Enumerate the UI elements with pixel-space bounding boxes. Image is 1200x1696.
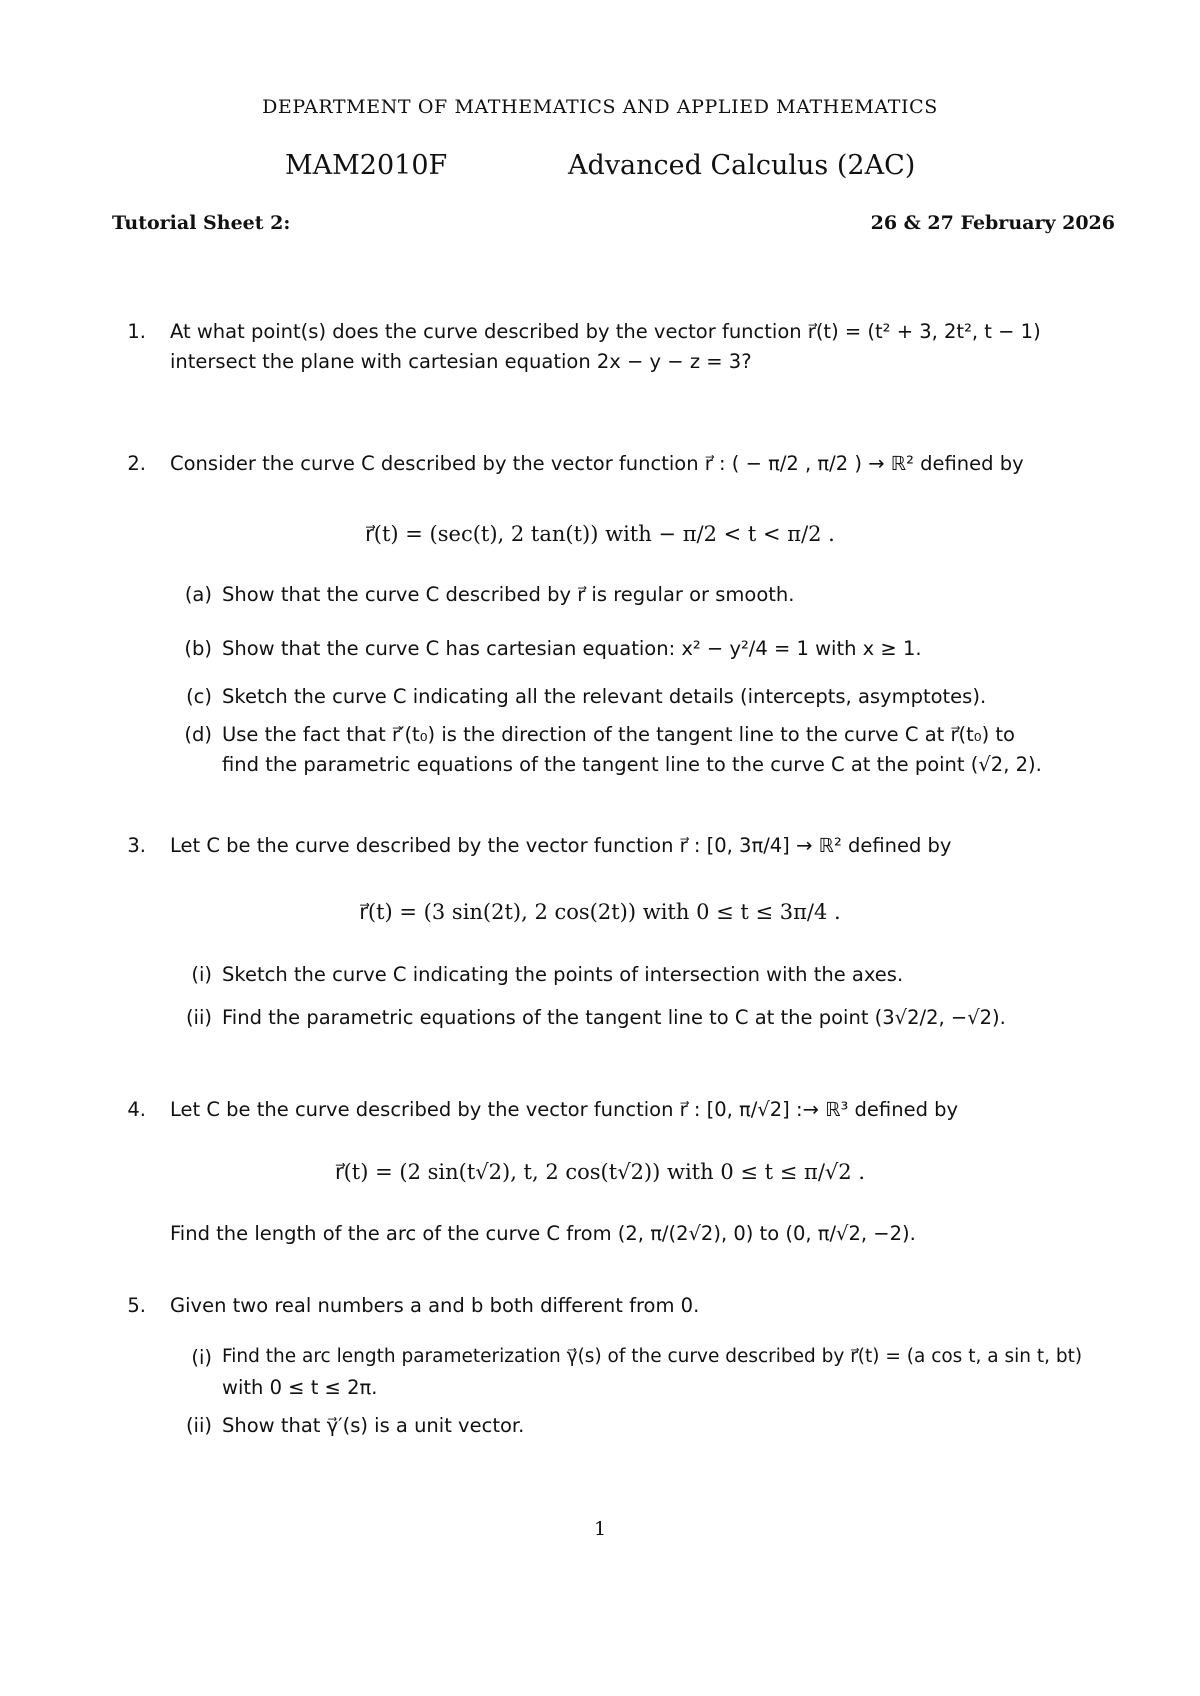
question-5i-text-line-1: Find the arc length parameterization γ⃗(s) of the curve described by r⃗(t) = (a cos t, a sin t, bt) [222, 1346, 1083, 1367]
question-2d-text-line-2: find the parametric equations of the tangent line to the curve C at the point (√2, 2). [222, 753, 1042, 776]
question-2d-text-line-1: Use the fact that r⃗′(t₀) is the direction of the tangent line to the curve C at r⃗(t₀) to [222, 723, 1015, 746]
question-2a-label: (a) [184, 583, 212, 606]
question-3i-text: Sketch the curve C indicating the points of intersection with the axes. [222, 963, 904, 986]
question-5ii-label: (ii) [185, 1414, 212, 1437]
question-2b-text: Show that the curve C has cartesian equation: x² − y²/4 = 1 with x ≥ 1. [222, 637, 922, 660]
question-1-number: 1. [127, 320, 146, 343]
question-3ii-text: Find the parametric equations of the tangent line to C at the point (3√2/2, −√2). [222, 1006, 1006, 1029]
question-2-number: 2. [127, 452, 146, 475]
question-5ii-text: Show that γ⃗′(s) is a unit vector. [222, 1414, 525, 1437]
course-title: Advanced Calculus (2AC) [568, 150, 916, 181]
question-5i-text-line-2: with 0 ≤ t ≤ 2π. [222, 1376, 378, 1399]
department-heading: DEPARTMENT OF MATHEMATICS AND APPLIED MATHEMATICS [262, 96, 938, 118]
question-5i-label: (i) [191, 1346, 212, 1369]
question-4-intro: Let C be the curve described by the vector function r⃗ : [0, π/√2] :→ ℝ³ defined by [170, 1098, 959, 1121]
question-2d-label: (d) [184, 723, 212, 746]
question-5-intro: Given two real numbers a and b both different from 0. [170, 1294, 700, 1317]
question-2-intro: Consider the curve C described by the vector function r⃗ : ( − π/2 , π/2 ) → ℝ² defined by [170, 452, 1024, 475]
question-3i-label: (i) [191, 963, 212, 986]
question-3-intro: Let C be the curve described by the vector function r⃗ : [0, 3π/4] → ℝ² defined by [170, 834, 952, 857]
question-4-task: Find the length of the arc of the curve C from (2, π/(2√2), 0) to (0, π/√2, −2). [170, 1222, 916, 1245]
page-number: 1 [593, 1518, 607, 1540]
question-3-number: 3. [127, 834, 146, 857]
question-2c-text: Sketch the curve C indicating all the relevant details (intercepts, asymptotes). [222, 685, 987, 708]
question-2-equation: r⃗(t) = (sec(t), 2 tan(t)) with − π/2 < t < π/2 . [365, 522, 835, 546]
tutorial-sheet-title: Tutorial Sheet 2: [112, 212, 291, 234]
question-2c-label: (c) [186, 685, 212, 708]
question-4-number: 4. [127, 1098, 146, 1121]
question-3-equation: r⃗(t) = (3 sin(2t), 2 cos(2t)) with 0 ≤ t ≤ 3π/4 . [359, 900, 841, 924]
question-2a-text: Show that the curve C described by r⃗ is regular or smooth. [222, 583, 795, 606]
question-4-equation: r⃗(t) = (2 sin(t√2), t, 2 cos(t√2)) with 0 ≤ t ≤ π/√2 . [334, 1160, 865, 1184]
question-1-line-1: At what point(s) does the curve described by the vector function r⃗(t) = (t² + 3, 2t², t − 1) [170, 320, 1041, 343]
question-3ii-label: (ii) [185, 1006, 212, 1029]
question-2b-label: (b) [184, 637, 212, 660]
question-1-line-2: intersect the plane with cartesian equation 2x − y − z = 3? [170, 350, 752, 373]
tutorial-date: 26 & 27 February 2026 [870, 212, 1115, 234]
course-code: MAM2010F [285, 150, 448, 181]
question-5-number: 5. [127, 1294, 146, 1317]
